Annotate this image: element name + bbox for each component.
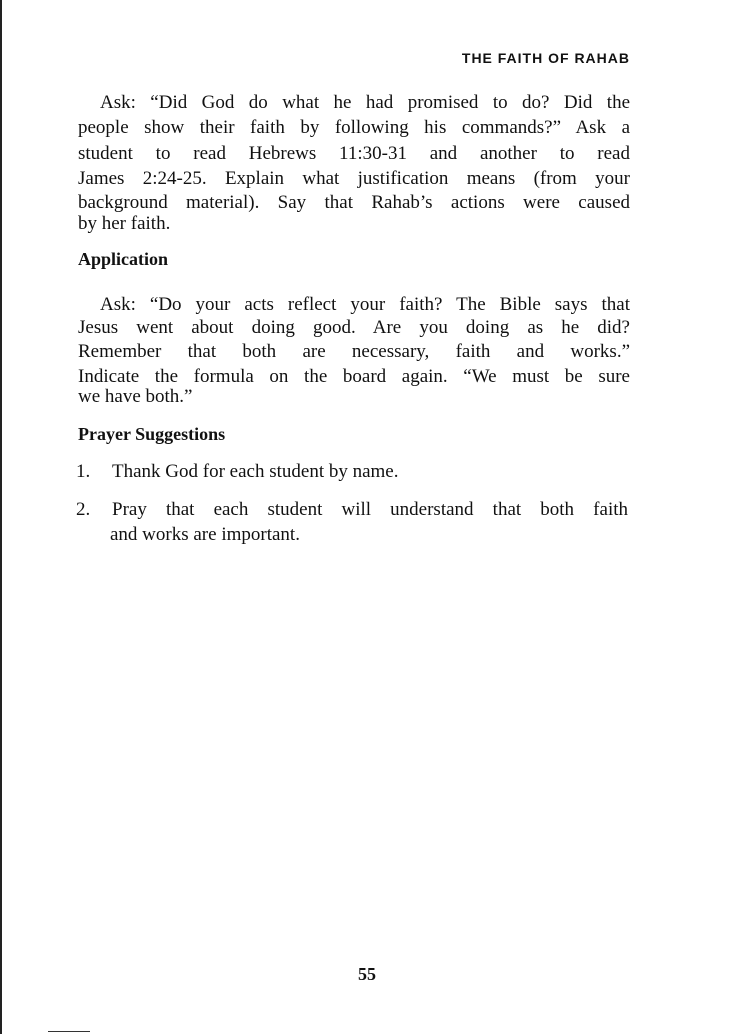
prayer-item xyxy=(76,461,399,483)
paragraph-line: we have both.” xyxy=(78,386,193,407)
section-heading-application: Application xyxy=(78,249,169,269)
paragraph-line: student to read Hebrews 11:30-31 and another to read xyxy=(78,143,630,164)
item-text: Pray that each student will understand that both faith xyxy=(112,499,628,520)
paragraph-line: Remember that both are necessary, faith and works.” xyxy=(78,341,630,362)
prayer-item-continuation: and works are important. xyxy=(110,524,300,545)
paragraph-line: people show their faith by following his commands?” Ask a xyxy=(78,117,630,138)
scan-mark xyxy=(48,1031,90,1032)
section-heading-prayer: Prayer Suggestions xyxy=(78,424,226,444)
item-number: 2. xyxy=(76,499,91,520)
paragraph-line: by her faith. xyxy=(78,213,171,234)
paragraph-line: background material). Say that Rahab’s actions were caused xyxy=(78,192,630,213)
item-text: Thank God for each student by name. xyxy=(112,461,399,482)
paragraph-line: James 2:24-25. Explain what justification means (from your xyxy=(78,168,630,189)
paragraph-line: Jesus went about doing good. Are you doing as he did? xyxy=(78,317,630,338)
running-header: THE FAITH OF RAHAB xyxy=(461,50,630,66)
paragraph-line: Indicate the formula on the board again. “We must be sure xyxy=(78,366,630,387)
page-number: 55 xyxy=(358,964,376,984)
prayer-item xyxy=(76,499,630,521)
item-number: 1. xyxy=(76,461,91,482)
paragraph-line: Ask: “Did God do what he had promised to do? Did the xyxy=(100,92,630,113)
scan-edge xyxy=(0,0,2,1034)
paragraph-line: Ask: “Do your acts reflect your faith? The Bible says that xyxy=(100,294,630,315)
